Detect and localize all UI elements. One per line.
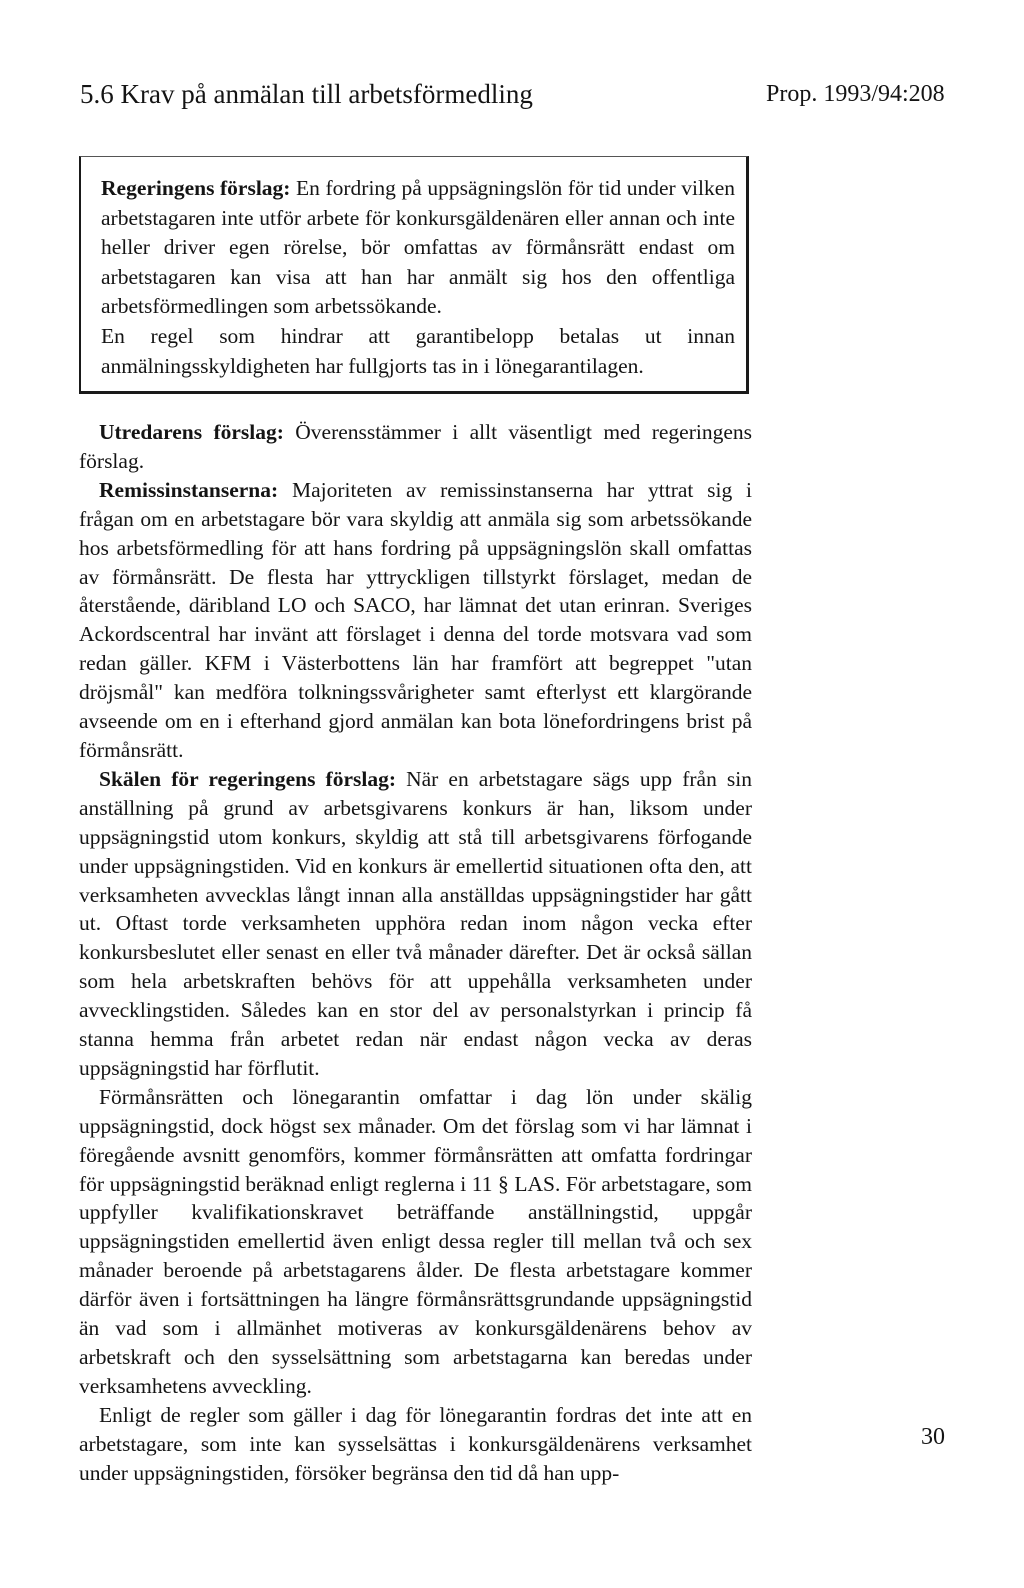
referral-text: Majoriteten av remissinstanserna har yttrat sig i frågan om en arbetstagare bör vara skyldig att anmäla sig som arbetssökande hos arbetsförmedling för att hans fordring på uppsägningslön skall omfattas av förmånsrätt. De flesta har yttryckligen tillstyrkt förslaget, medan de återstående, däribland LO och SACO, har lämnat det utan erinran. Sveriges Ackordscentral har invänt att förslaget i denna del torde motsvara vad som redan gäller. KFM i Västerbottens län har framfört att begreppet "utan dröjsmål" kan medföra tolkningssvårigheter samt efterlyst ett klargörande avseende om en i efterhand gjord anmälan kan bota lönefordringens brist på förmånsrätt. <box>79 477 753 762</box>
reasons-text: När en arbetstagare sägs upp från sin anställning på grund av arbetsgivarens konkurs är han, liksom under uppsägningstid utom konkurs, skyldig att stå till arbetsgivarens förfogande under uppsägningstiden. Vid en konkurs är emellertid situationen ofta den, att verksamheten avvecklas långt innan alla anställdas uppsägningstider har gått ut. Oftast torde verksamheten upphöra redan inom någon vecka efter konkursbeslutet eller senast en eller två månader därefter. Det är också sällan som hela arbetskraften behövs för att uppehålla verksamheten under avvecklingstiden. Således kan en stor del av personalstyrkan i princip få stanna hemma från arbetet redan när endast någon vecka av deras uppsägningstid har förflutit. <box>79 766 753 1080</box>
investigator-text: Överensstämmer i allt väsentligt med regeringens förslag. <box>79 420 752 473</box>
proposal-text: En fordring på uppsägningslön för tid under vilken arbetstagaren inte utför arbete för konkursgäldenären eller annan och inte heller driver egen rörelse, bör omfattas av förmånsrätt endast om arbetstagaren kan visa att han har anmält sig hos den offentliga arbetsförmedlingen som arbetssökande. <box>101 176 736 319</box>
main-body <box>79 418 752 1488</box>
document-reference: Prop. 1993/94:208 <box>766 81 945 107</box>
proposal-lead: Regeringens förslag: <box>101 176 291 200</box>
proposal-box-text <box>101 174 735 381</box>
page-number: 30 <box>921 1424 945 1450</box>
section-heading: 5.6 Krav på anmälan till arbetsförmedling <box>80 79 533 109</box>
referral-paragraph <box>79 476 752 765</box>
paragraph-5: Enligt de regler som gäller i dag för lönegarantin fordras det inte att en arbetstagare, som inte kan sysselsättas i konkursgäldenärens verksamhet under uppsägningstiden, försöker begränsa den tid då han upp- <box>79 1402 752 1485</box>
proposal-paragraph-2: En regel som hindrar att garantibelopp betalas ut innan anmälningsskyldigheten har fullgjorts tas in i lönegarantilagen. <box>101 323 735 378</box>
investigator-paragraph <box>79 418 752 476</box>
investigator-lead: Utredarens förslag: <box>99 420 284 444</box>
government-proposal-box <box>79 156 749 394</box>
proposal-paragraph <box>101 174 735 322</box>
reasons-paragraph <box>79 765 752 1083</box>
referral-lead: Remissinstanserna: <box>99 477 279 502</box>
reasons-lead: Skälen för regeringens förslag: <box>99 766 397 791</box>
paragraph-4: Förmånsrätten och lönegarantin omfattar i dag lön under skälig uppsägningstid, dock högst sex månader. Om det förslag som vi har lämnat i föregående avsnitt genomförs, kommer förmånsrätten att omfatta fordringar för uppsägningstid beräknad enligt reglerna i 11 § LAS. För arbetstagare, som uppfyller kvalifikationskravet beträffande anställningstid, uppgår uppsägningstiden emellertid även enligt dessa regler till mellan två och sex månader beroende på arbetstagarens ålder. De flesta arbetstagare kommer därför även i fortsättningen ha längre förmånsrättsgrundande uppsägningstid än vad som i allmänhet motiveras av konkursgäldenärens behov av arbetskraft och den sysselsättning som arbetstagarna kan beredas under verksamhetens avveckling. <box>79 1084 752 1398</box>
